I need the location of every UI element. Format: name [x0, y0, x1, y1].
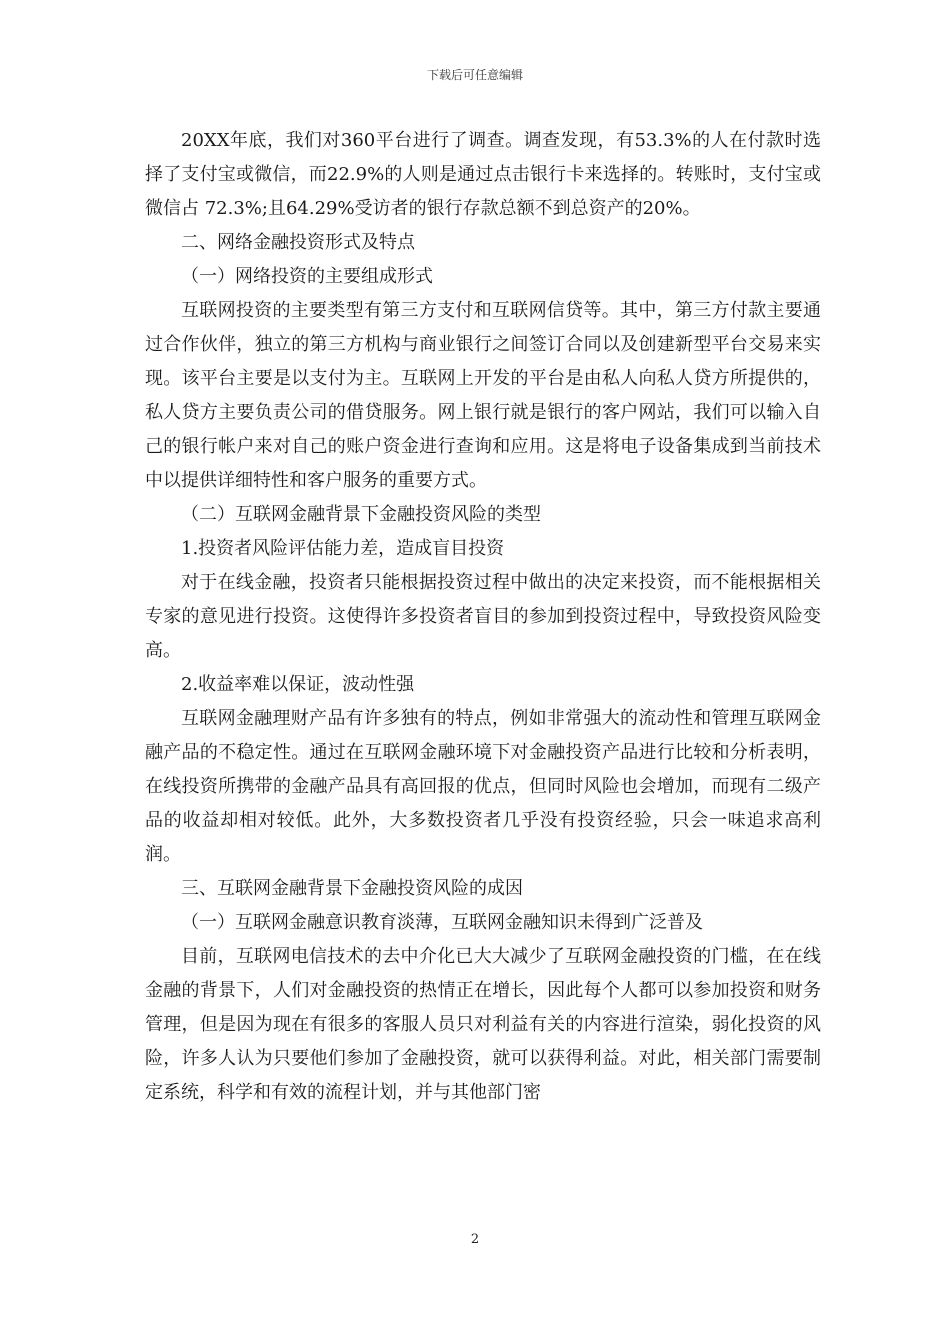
- paragraph-awareness: 目前，互联网电信技术的去中介化已大大减少了互联网金融投资的门槛，在在线金融的背景下，人们对金融投资的热情正在增长，因此每个人都可以参加投资和财务管理，但是因为现在有很多的客服人员只对利益有关的内容进行渲染，弱化投资的风险，许多人认为只要他们参加了金融投资，就可以获得利益。对此，相关部门需要制定系统，科学和有效的流程计划，并与其他部门密: [145, 946, 821, 1103]
- subsection-heading-2-1: （一）网络投资的主要组成形式: [181, 266, 433, 287]
- paragraph-investment-forms: 互联网投资的主要类型有第三方支付和互联网信贷等。其中，第三方付款主要通过合作伙伴，独立的第三方机构与商业银行之间签订合同以及创建新型平台交易来实现。该平台主要是以支付为主。互联网上开发的平台是由私人向私人贷方所提供的，私人贷方主要负责公司的借贷服务。网上银行就是银行的客户网站，我们可以输入自己的银行帐户来对自己的账户资金进行查询和应用。这是将电子设备集成到当前技术中以提供详细特性和客户服务的重要方式。: [145, 300, 821, 491]
- paragraph-survey: 20XX年底，我们对360平台进行了调查。调查发现，有53.3%的人在付款时选择了支付宝或微信，而22.9%的人则是通过点击银行卡来选择的。转账时，支付宝或微信占 72.3%;且64.29%受访者的银行存款总额不到总资产的20%。: [145, 130, 821, 219]
- page-header: 下载后可任意编辑: [426, 68, 523, 82]
- item-heading-2: 2.收益率难以保证，波动性强: [181, 674, 415, 695]
- paragraph-return-volatility: 互联网金融理财产品有许多独有的特点，例如非常强大的流动性和管理互联网金融产品的不稳定性。通过在互联网金融环境下对金融投资产品进行比较和分析表明，在线投资所携带的金融产品具有高回报的优点，但同时风险也会增加，而现有二级产品的收益却相对较低。此外，大多数投资者几乎没有投资经验，只会一味追求高利润。: [145, 708, 821, 865]
- subsection-heading-3-1: （一）互联网金融意识教育淡薄，互联网金融知识未得到广泛普及: [181, 912, 703, 933]
- document-body: [145, 124, 821, 1110]
- subsection-heading-2-2: （二）互联网金融背景下金融投资风险的类型: [181, 504, 541, 525]
- section-heading-2: 二、网络金融投资形式及特点: [181, 232, 415, 253]
- page-number: 2: [470, 1232, 480, 1247]
- section-heading-3: 三、互联网金融背景下金融投资风险的成因: [181, 878, 523, 899]
- paragraph-risk-assessment: 对于在线金融，投资者只能根据投资过程中做出的决定来投资，而不能根据相关专家的意见进行投资。这使得许多投资者盲目的参加到投资过程中，导致投资风险变高。: [145, 572, 821, 661]
- item-heading-1: 1.投资者风险评估能力差，造成盲目投资: [181, 538, 505, 559]
